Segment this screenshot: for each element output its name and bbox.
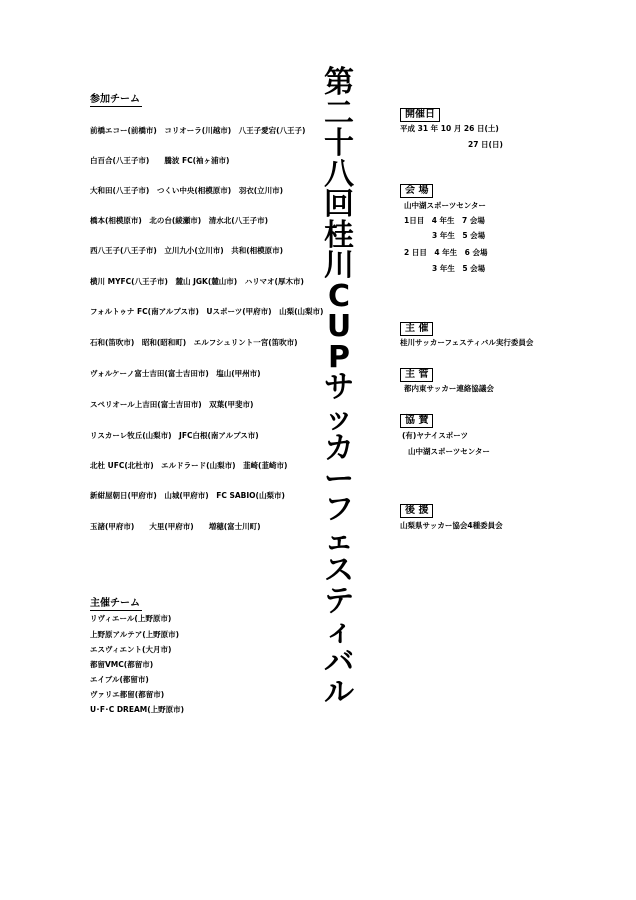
- team-row: リスカーレ牧丘(山梨市) JFC白根(南アルプス市): [90, 431, 259, 440]
- sponsor-heading: 協 賛: [400, 414, 433, 428]
- team-row: 玉諸(甲府市) 大里(甲府市) 増穂(富士川町): [90, 522, 261, 531]
- venue-name: 山中湖スポーツセンター: [404, 201, 486, 210]
- team-row: 新紺屋朝日(甲府市) 山城(甲府市) FC SABIO(山梨市): [90, 491, 285, 500]
- title-char: ス: [324, 553, 354, 588]
- venue-day1-grade3: 3 年生 5 会場: [432, 231, 486, 240]
- team-row: 北杜 UFC(北杜市) エルドラード(山梨市) 韮崎(韮崎市): [90, 461, 288, 470]
- title-char: 桂: [324, 217, 354, 253]
- support-text: 山梨県サッカー協会4種委員会: [400, 521, 503, 530]
- team-row: 橋本(相模原市) 北の台(綾瀬市) 清水北(八王子市): [90, 216, 269, 225]
- title-char: C: [327, 278, 351, 314]
- title-char: P: [328, 339, 350, 375]
- date-line-1: 平成 31 年 10 月 26 日(土): [400, 124, 499, 133]
- sponsor-line-1: (有)ヤナイスポーツ: [402, 431, 468, 440]
- title-char: ッ: [324, 400, 354, 436]
- participants-heading: 参加チーム: [90, 94, 140, 105]
- title-char: 二: [324, 95, 354, 131]
- organizer-heading: 主 催: [400, 322, 433, 336]
- host-row: エイブル(都留市): [90, 675, 149, 684]
- support-heading: 後 援: [400, 504, 433, 518]
- host-row: 都留VMC(都留市): [90, 660, 154, 669]
- date-heading: 開催日: [400, 108, 440, 122]
- team-row: ヴォルケーノ富士吉田(富士吉田市) 塩山(甲州市): [90, 369, 261, 378]
- title-char: ー: [324, 461, 354, 497]
- management-text: 都内東サッカー連絡協議会: [404, 384, 494, 393]
- title-char: 十: [324, 126, 354, 161]
- title-char: ル: [324, 675, 354, 710]
- title-char: 第: [324, 65, 354, 100]
- host-row: リヴィエール(上野原市): [90, 614, 172, 623]
- hosts-heading: 主催チーム: [90, 598, 140, 609]
- team-row: 大和田(八王子市) つくい中央(相模原市) 羽衣(立川市): [90, 186, 284, 195]
- event-title: [316, 65, 362, 710]
- title-char: 回: [324, 187, 354, 222]
- title-char: U: [326, 309, 352, 344]
- organizer-text: 桂川サッカーフェスティバル実行委員会: [400, 338, 534, 347]
- host-row: ヴァリエ都留(都留市): [90, 690, 165, 699]
- title-char: ィ: [324, 614, 354, 649]
- title-char: 川: [324, 248, 354, 283]
- team-row: 前橋エコー(前橋市) コリオーラ(川越市) 八王子愛宕(八王子): [90, 126, 306, 135]
- title-char: カ: [324, 431, 354, 466]
- title-char: 八: [324, 156, 354, 192]
- host-row: 上野原アルテア(上野原市): [90, 630, 180, 639]
- title-char: テ: [324, 583, 354, 619]
- title-char: サ: [324, 370, 354, 405]
- host-row: エスヴィエント(大月市): [90, 645, 172, 654]
- host-row: U･F･C DREAM(上野原市): [90, 705, 185, 714]
- team-row: 白百合(八王子市) 騰波 FC(袖ヶ浦市): [90, 156, 230, 165]
- title-char: フ: [324, 492, 354, 527]
- team-row: 横川 MYFC(八王子市) 麓山 JGK(麓山市) ハリマオ(厚木市): [90, 277, 304, 286]
- team-row: 西八王子(八王子市) 立川九小(立川市) 共和(相模原市): [90, 246, 284, 255]
- title-char: バ: [324, 644, 354, 680]
- team-row: 石和(笛吹市) 昭和(昭和町) エルフシュリント一宮(笛吹市): [90, 338, 298, 347]
- title-char: ェ: [324, 522, 354, 558]
- venue-day2-grade4: 2 日目 4 年生 6 会場: [404, 248, 488, 257]
- venue-heading: 会 場: [400, 184, 433, 198]
- venue-day2-grade3: 3 年生 5 会場: [432, 264, 486, 273]
- venue-day1-grade4: 1日目 4 年生 7 会場: [404, 216, 485, 225]
- sponsor-line-2: 山中湖スポーツセンター: [408, 447, 490, 456]
- date-line-2: 27 日(日): [468, 140, 503, 149]
- team-row: フォルトゥナ FC(南アルプス市) Uスポーツ(甲府市) 山梨(山梨市): [90, 307, 324, 316]
- team-row: スペリオール上吉田(富士吉田市) 双葉(甲斐市): [90, 400, 254, 409]
- management-heading: 主 管: [400, 368, 433, 382]
